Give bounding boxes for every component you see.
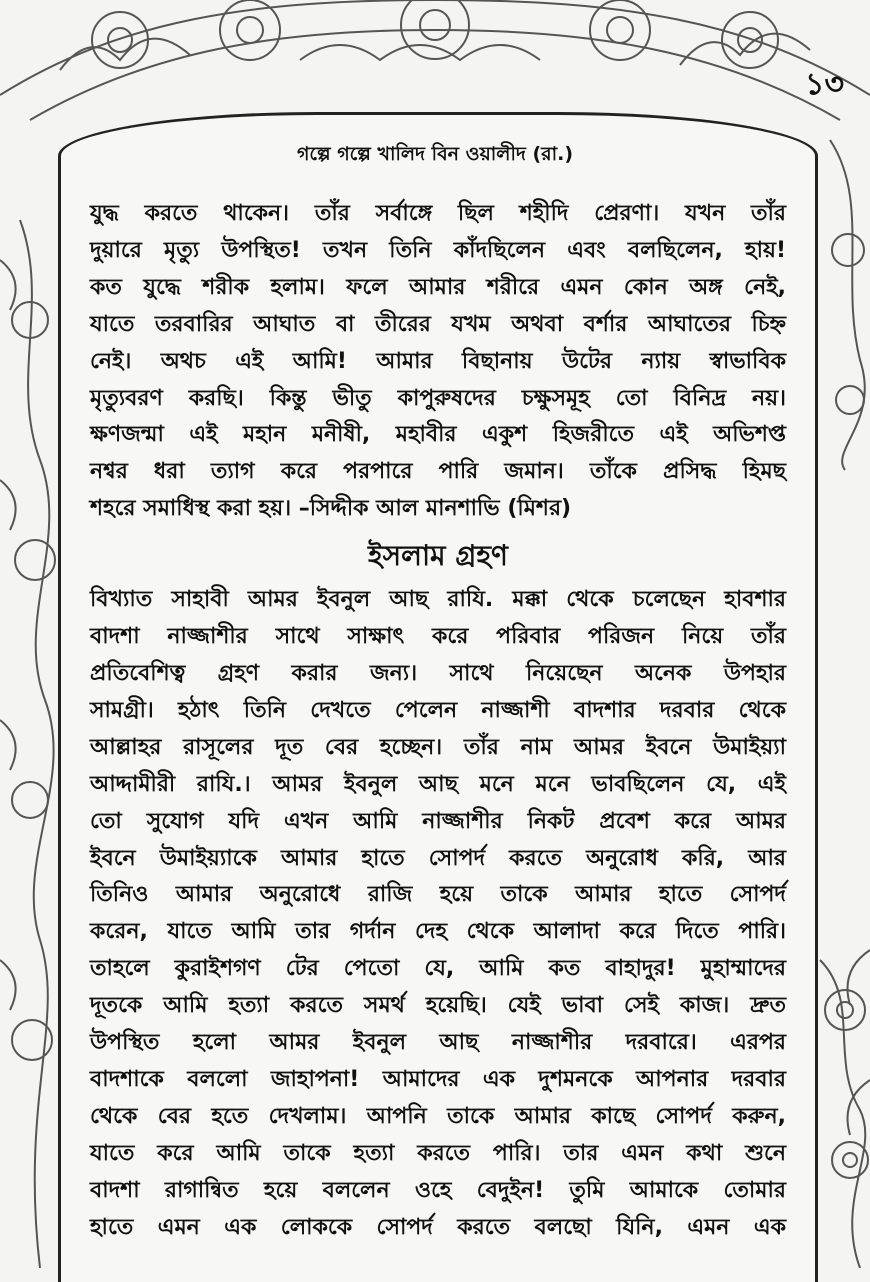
text-line: তাহলে কুরাইশগণ টের পেতো যে, আমি কত বাহাদুর! মুহাম্মাদের	[90, 956, 786, 982]
text-line: আল্লাহর রাসূলের দূত বের হচ্ছেন। তাঁর নাম আমর ইবনে উমাইয়্যা	[90, 734, 786, 760]
paragraph-2	[90, 582, 786, 1246]
text-line: সামগ্রী। হঠাৎ তিনি দেখতে পেলেন নাজ্জাশী বাদশার দরবার থেকে	[90, 697, 786, 723]
paragraph-1	[90, 196, 786, 528]
text-line: শহরে সমাধিস্থ করা হয়। –সিদ্দীক আল মানশাভি (মিশর)	[90, 496, 572, 522]
text-line: উপস্থিত হলো আমর ইবনুল আছ নাজ্জাশীর দরবারে। এরপর	[90, 1030, 786, 1056]
text-line: নেই। অথচ এই আমি! আমার বিছানায় উটের ন্যায় স্বাভাবিক	[90, 348, 786, 374]
text-line: ক্ষণজন্মা এই মহান মনীষী, মহাবীর একুশ হিজরীতে এই অভিশপ্ত	[90, 422, 786, 448]
running-header: গল্পে গল্পে খালিদ বিন ওয়ালীদ (রা.)	[296, 143, 574, 165]
text-line: দুয়ারে মৃত্যু উপস্থিত! তখন তিনি কাঁদছিলেন এবং বলছিলেন, হায়!	[90, 237, 786, 263]
text-line: ইবনে উমাইয়্যাকে আমার হাতে সোপর্দ করতে অনুরোধ করি, আর	[90, 845, 786, 871]
page-number: ১৩	[805, 67, 844, 102]
text-line: বাদশা নাজ্জাশীর সাথে সাক্ষাৎ করে পরিবার পরিজন নিয়ে তাঁর	[90, 624, 786, 650]
text-line: বাদশা রাগান্বিত হয়ে বললেন ওহে বেদুইন! তুমি আমাকে তোমার	[90, 1177, 786, 1203]
text-line: হাতে এমন এক লোককে সোপর্দ করতে বলছো যিনি, এমন এক	[90, 1214, 786, 1240]
text-line: বাদশাকে বললো জাহাপনা! আমাদের এক দুশমনকে আপনার দরবার	[90, 1066, 786, 1092]
text-line: থেকে বের হতে দেখলাম। আপনি তাকে আমার কাছে সোপর্দ করুন,	[90, 1103, 786, 1129]
text-line: তো সুযোগ যদি এখন আমি নাজ্জাশীর নিকট প্রবেশ করে আমর	[90, 808, 786, 834]
text-line: তিনিও আমার অনুরোধে রাজি হয়ে তাকে আমার হাতে সোপর্দ	[90, 882, 786, 908]
text-line: মৃত্যুবরণ করছি। কিন্তু ভীতু কাপুরুষদের চক্ষুসমূহ তো বিনিদ্র নয়।	[90, 385, 786, 411]
text-line: নশ্বর ধরা ত্যাগ করে পরপারে পারি জমান। তাঁকে প্রসিদ্ধ হিমছ	[90, 459, 786, 485]
text-line: যাতে করে আমি তাকে হত্যা করতে পারি। তার এমন কথা শুনে	[90, 1140, 786, 1166]
text-line: কত যুদ্ধে শরীক হলাম। ফলে আমার শরীরে এমন কোন অঙ্গ নেই,	[90, 274, 786, 300]
section-heading: ইসলাম গ্রহণ	[368, 539, 508, 573]
text-line: আদ্দামীরী রাযি.। আমর ইবনুল আছ মনে মনে ভাবছিলেন যে, এই	[90, 771, 786, 797]
text-line: যুদ্ধ করতে থাকেন। তাঁর সর্বাঙ্গে ছিল শহীদি প্রেরণা। যখন তাঁর	[90, 201, 786, 226]
body-text	[90, 196, 786, 1246]
text-line: প্রতিবেশিত্ব গ্রহণ করার জন্য। সাথে নিয়েছেন অনেক উপহার	[90, 660, 786, 686]
text-line: করেন, যাতে আমি তার গর্দান দেহ থেকে আলাদা করে দিতে পারি।	[90, 919, 786, 945]
text-line: বিখ্যাত সাহাবী আমর ইবনুল আছ রাযি. মক্কা থেকে চলেছেন হাবশার	[90, 587, 786, 613]
text-line: যাতে তরবারির আঘাত বা তীরের যখম অথবা বর্শার আঘাতের চিহ্ন	[90, 311, 786, 337]
text-line: দূতকে আমি হত্যা করতে সমর্থ হয়েছি। যেই ভাবা সেই কাজ। দ্রুত	[90, 993, 786, 1019]
